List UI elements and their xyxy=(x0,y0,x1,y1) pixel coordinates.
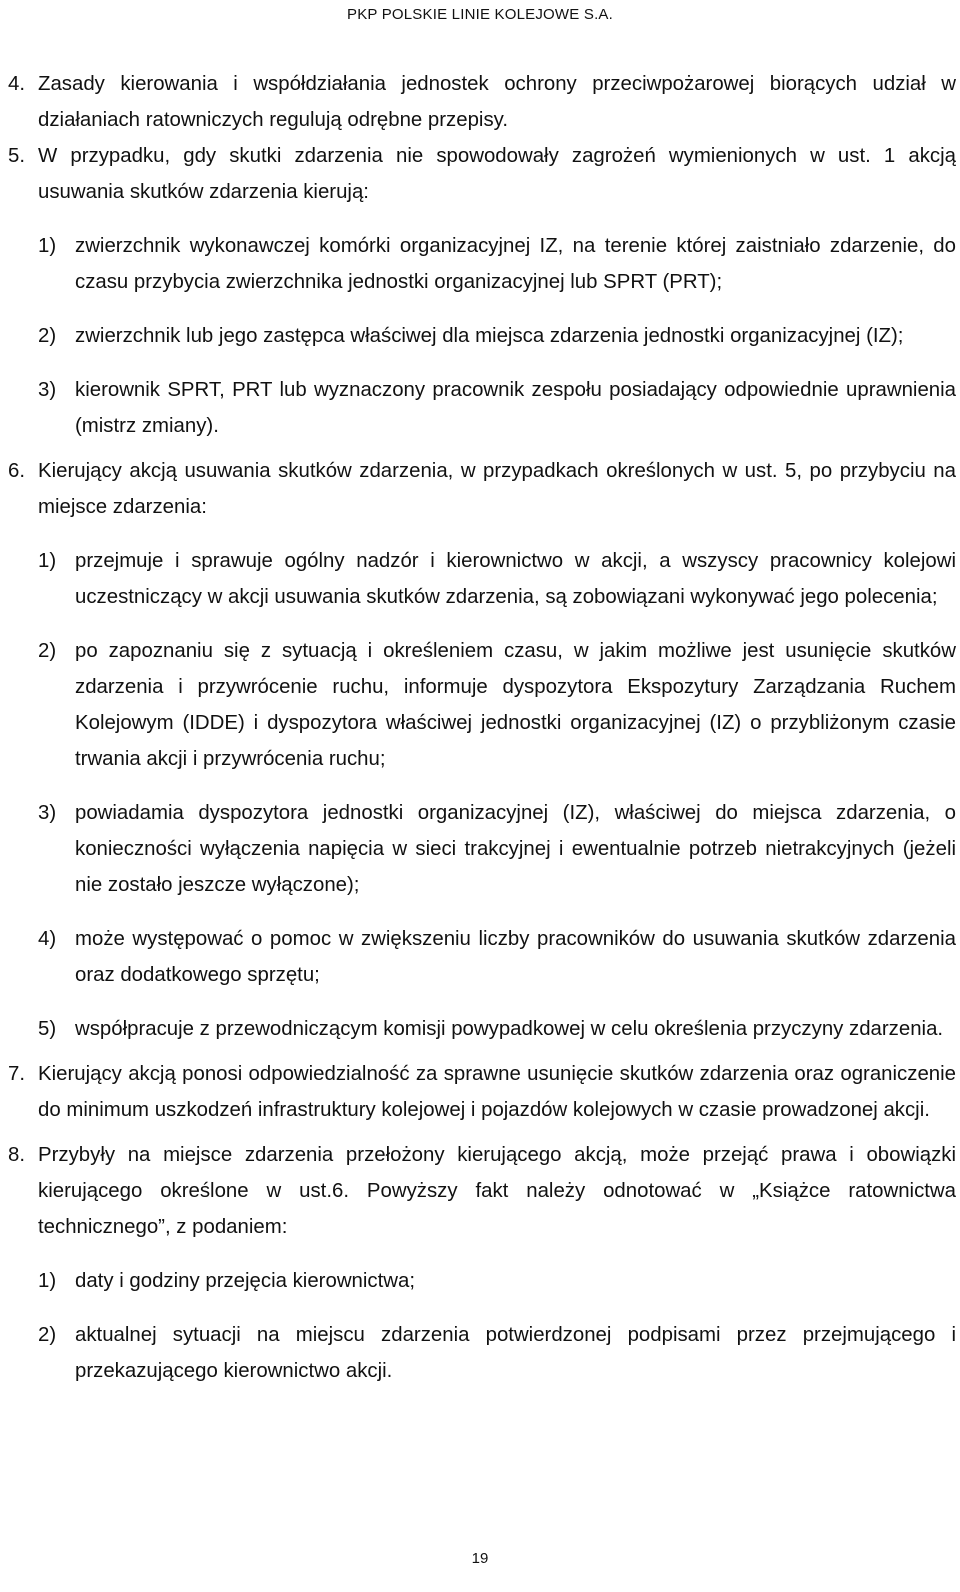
sub-item-number: 1) xyxy=(38,1270,57,1292)
sub-item-text: przejmuje i sprawuje ogólny nadzór i kierownictwo w akcji, a wszyscy pracownicy kolejowi uczestniczący w akcji usuwania skutków zdarzenia, są zobowiązani wykonywać jego polecenia; xyxy=(75,550,956,608)
page-header: PKP POLSKIE LINIE KOLEJOWE S.A. xyxy=(346,6,614,23)
sub-item-text: współpracuje z przewodniczącym komisji powypadkowej w celu określenia przyczyny zdarzenia. xyxy=(75,1018,944,1040)
sub-item-text: zwierzchnik lub jego zastępca właściwej dla miejsca zdarzenia jednostki organizacyjnej (IZ); xyxy=(75,325,904,347)
sub-item-number: 4) xyxy=(38,928,57,950)
list-item xyxy=(8,138,956,210)
sub-item-number: 2) xyxy=(38,640,57,662)
sub-item-text: powiadamia dyspozytora jednostki organizacyjnej (IZ), właściwej do miejsca zdarzenia, o konieczności wyłączenia napięcia w sieci trakcyjnej i ewentualnie potrzeb nietrakcyjnych (jeżeli nie zostało jeszcze wyłączone); xyxy=(75,802,956,896)
list-item xyxy=(8,66,956,138)
sub-item-number: 2) xyxy=(38,325,57,347)
item-text: Kierujący akcją ponosi odpowiedzialność za sprawne usunięcie skutków zdarzenia oraz ograniczenie do minimum uszkodzeń infrastruktury kolejowej i pojazdów kolejowych w czasie prowadzonej akcji. xyxy=(38,1063,956,1121)
item-number: 7. xyxy=(8,1063,26,1085)
item-number: 6. xyxy=(8,460,26,482)
item-number: 4. xyxy=(8,73,26,95)
sub-item-number: 1) xyxy=(38,235,57,257)
item-text: W przypadku, gdy skutki zdarzenia nie spowodowały zagrożeń wymienionych w ust. 1 akcją usuwania skutków zdarzenia kierują: xyxy=(38,145,956,203)
item-number: 8. xyxy=(8,1144,26,1166)
item-text: Zasady kierowania i współdziałania jednostek ochrony przeciwpożarowej biorących udział w działaniach ratowniczych regulują odrębne przepisy. xyxy=(38,73,956,131)
list-item xyxy=(8,1056,956,1128)
sub-item xyxy=(38,1263,956,1299)
sub-item-text: może występować o pomoc w zwiększeniu liczby pracowników do usuwania skutków zdarzenia oraz dodatkowego sprzętu; xyxy=(75,928,956,986)
document-body xyxy=(8,66,956,1389)
sub-item-text: daty i godziny przejęcia kierownictwa; xyxy=(75,1270,415,1292)
item-number: 5. xyxy=(8,145,26,167)
sub-item-text: aktualnej sytuacji na miejscu zdarzenia potwierdzonej podpisami przez przejmującego i przekazującego kierownictwo akcji. xyxy=(75,1324,956,1382)
sub-item-number: 3) xyxy=(38,379,57,401)
sub-item-text: kierownik SPRT, PRT lub wyznaczony pracownik zespołu posiadający odpowiednie uprawnienia (mistrz zmiany). xyxy=(75,379,956,437)
sub-item xyxy=(38,228,956,300)
list-item xyxy=(8,1137,956,1245)
item-text: Przybyły na miejsce zdarzenia przełożony kierującego akcją, może przejąć prawa i obowiązki kierującego określone w ust.6. Powyższy fakt należy odnotować w „Książce ratownictwa technicznego”, z podaniem: xyxy=(38,1144,956,1238)
sub-item xyxy=(38,633,956,777)
item-text: Kierujący akcją usuwania skutków zdarzenia, w przypadkach określonych w ust. 5, po przybyciu na miejsce zdarzenia: xyxy=(38,460,956,518)
sub-item xyxy=(38,1317,956,1389)
sub-item-number: 5) xyxy=(38,1018,57,1040)
sub-item-number: 3) xyxy=(38,802,57,824)
sub-item xyxy=(38,318,956,354)
sub-item xyxy=(38,543,956,615)
sub-item xyxy=(38,795,956,903)
page-number: 19 xyxy=(471,1550,489,1567)
sub-item xyxy=(38,1011,956,1047)
list-item xyxy=(8,453,956,525)
sub-item xyxy=(38,372,956,444)
sub-item-number: 2) xyxy=(38,1324,57,1346)
sub-item-text: po zapoznaniu się z sytuacją i określeniem czasu, w jakim możliwe jest usunięcie skutków zdarzenia i przywrócenie ruchu, informuje dyspozytora Ekspozytury Zarządzania Ruchem Kolejowym (IDDE) i dyspozytora właściwej jednostki organizacyjnej (IZ) o przybliżonym czasie trwania akcji i przywrócenia ruchu; xyxy=(75,640,956,770)
sub-item-number: 1) xyxy=(38,550,57,572)
sub-item-text: zwierzchnik wykonawczej komórki organizacyjnej IZ, na terenie której zaistniało zdarzenie, do czasu przybycia zwierzchnika jednostki organizacyjnej lub SPRT (PRT); xyxy=(75,235,956,293)
sub-item xyxy=(38,921,956,993)
